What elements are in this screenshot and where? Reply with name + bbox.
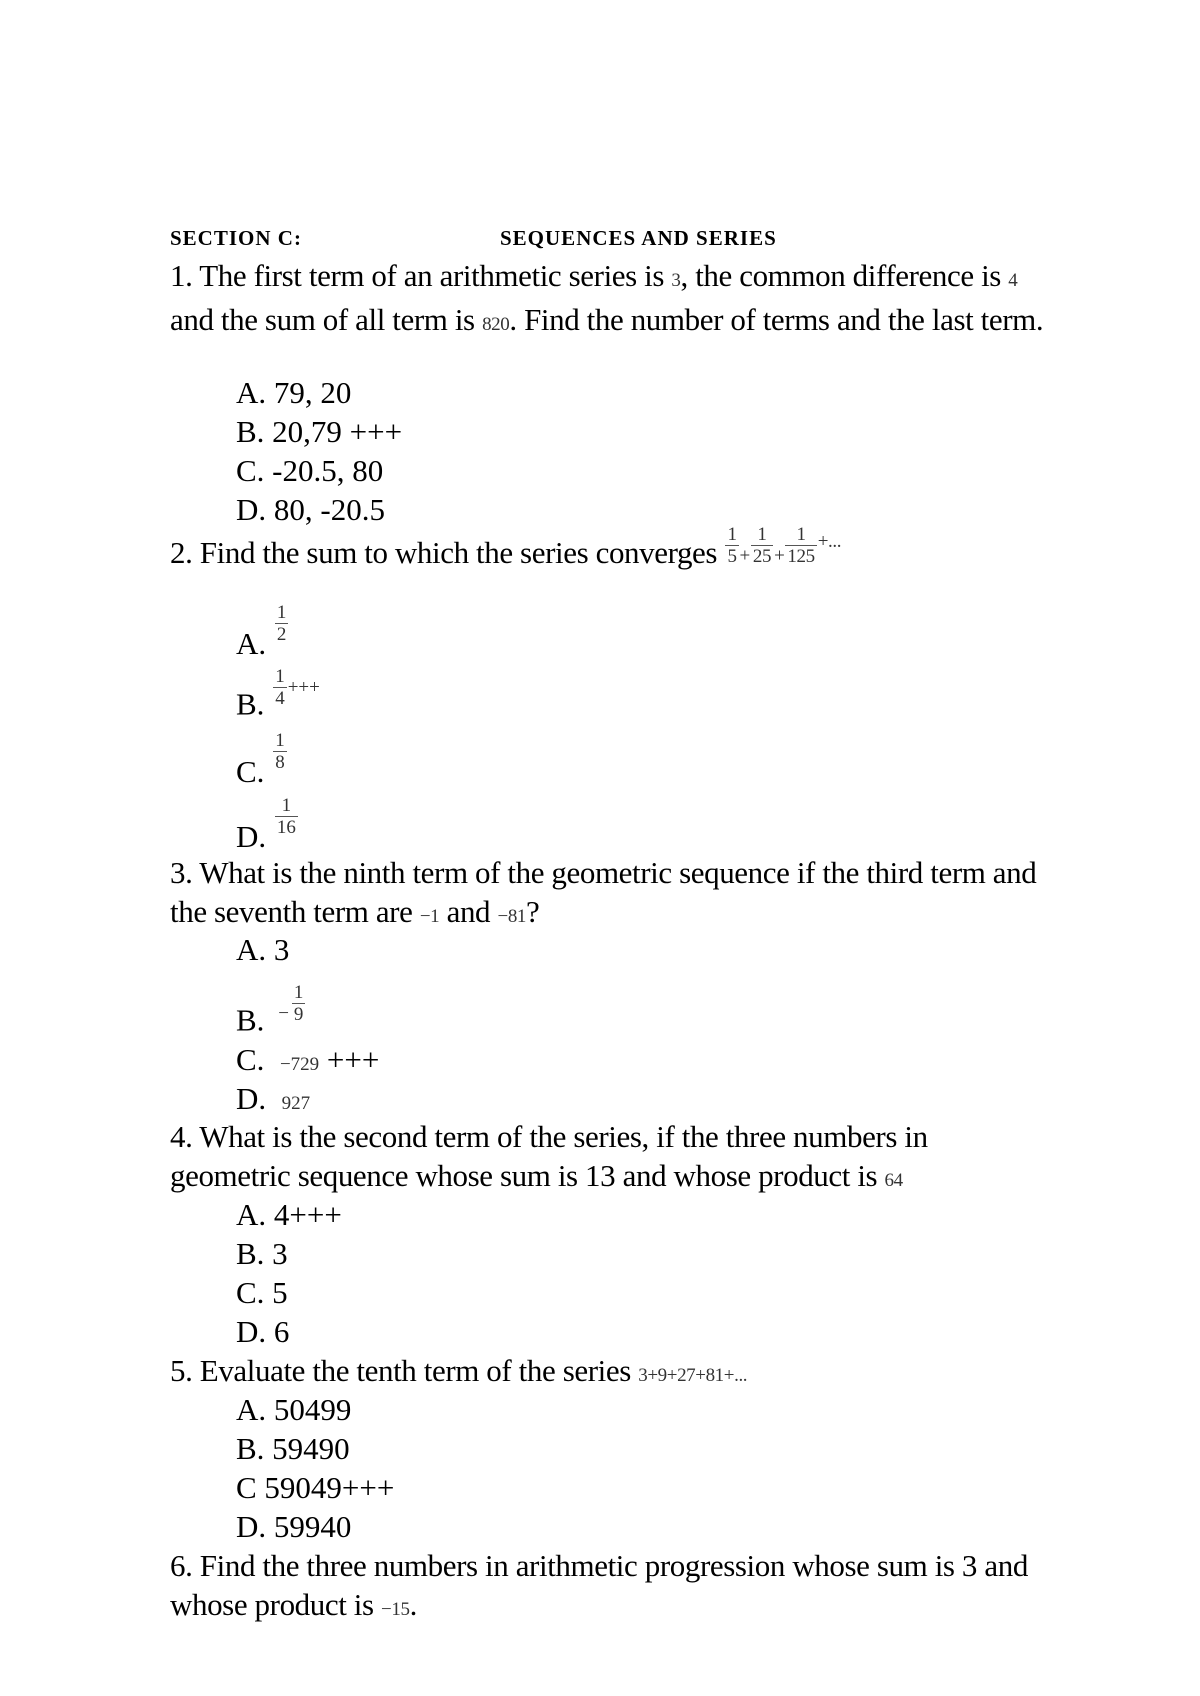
q5-option-d: D. 59940 <box>236 1509 352 1544</box>
math-seventh-term: −81 <box>497 906 527 927</box>
question-3 <box>170 853 1050 936</box>
question-1-text: and the sum of all term is <box>170 302 483 337</box>
q1-option-a: A. 79, 20 <box>236 375 352 410</box>
plus-sign: + <box>774 545 785 567</box>
q2-option-c: C. $\frac{1}{8}$ <box>236 730 285 789</box>
q1-option-b: B. 20,79 +++ <box>236 414 403 449</box>
series-tail: +... <box>817 531 842 553</box>
question-5 <box>170 1351 1050 1395</box>
question-6-text: 6. Find the three numbers in arithmetic progression whose sum is 3 and whose product is <box>170 1548 1028 1622</box>
question-2 <box>170 524 1050 577</box>
q1-option-d: D. 80, -20.5 <box>236 492 385 527</box>
math-first-term: 3 <box>671 270 681 291</box>
series-term-1: $\frac{1}{5}$ <box>727 524 737 568</box>
q5-option-a: A. 50499 <box>236 1392 352 1427</box>
section-label: SECTION C: <box>170 226 302 250</box>
question-2-text: 2. Find the sum to which the series converges <box>170 535 725 570</box>
q3-option-a: A. 3 <box>236 932 290 967</box>
q4-option-c: C. 5 <box>236 1275 288 1310</box>
math-product: 64 <box>884 1170 903 1191</box>
section-title: SEQUENCES AND SERIES <box>500 226 777 250</box>
math-product: −15 <box>381 1599 410 1620</box>
q2-option-a: A. $\frac{1}{2}$ <box>236 602 287 661</box>
math-common-difference: 4 <box>1008 270 1018 291</box>
question-6-text: . <box>409 1587 417 1622</box>
math-series: 3+9+27+81+... <box>638 1365 748 1386</box>
math-sum: 820 <box>482 314 510 335</box>
question-5-text: 5. Evaluate the tenth term of the series <box>170 1353 639 1388</box>
question-1 <box>170 256 1050 344</box>
q3-option-b: B. − $\frac{1}{9}$ <box>236 982 304 1038</box>
q5-option-c: C 59049+++ <box>236 1470 395 1505</box>
question-1-text: , the common difference is <box>680 258 1009 293</box>
q1-option-c: C. -20.5, 80 <box>236 453 384 488</box>
question-3-text: and <box>439 894 498 929</box>
plus-sign: + <box>739 545 750 567</box>
series-term-2: $\frac{1}{25}$ <box>752 524 772 568</box>
question-3-text: 3. What is the ninth term of the geometric sequence if the third term and the seventh term are <box>170 855 1037 929</box>
question-6 <box>170 1546 1050 1629</box>
section-header <box>170 226 1070 251</box>
question-1-text: . Find the number of terms and the last term. <box>509 302 1044 337</box>
q3-option-c: C. −729 +++ <box>236 1042 380 1077</box>
math-third-term: −1 <box>419 906 440 927</box>
q5-option-b: B. 59490 <box>236 1431 350 1466</box>
q3-option-d: D. 927 <box>236 1081 311 1116</box>
series-term-3: $\frac{1}{125}$ <box>787 524 815 568</box>
q2-option-b: B. $\frac{1}{4}$ +++ <box>236 666 320 722</box>
question-4-text: 4. What is the second term of the series, if the three numbers in geometric sequence whose sum is 13 and whose product is <box>170 1119 928 1193</box>
q4-option-b: B. 3 <box>236 1236 288 1271</box>
q2-option-d: D. $\frac{1}{16}$ <box>236 795 296 854</box>
question-4 <box>170 1117 1050 1200</box>
q4-option-d: D. 6 <box>236 1314 290 1349</box>
q4-option-a: A. 4+++ <box>236 1197 342 1232</box>
question-3-text: ? <box>526 894 540 929</box>
question-1-text: 1. The first term of an arithmetic series is <box>170 258 672 293</box>
